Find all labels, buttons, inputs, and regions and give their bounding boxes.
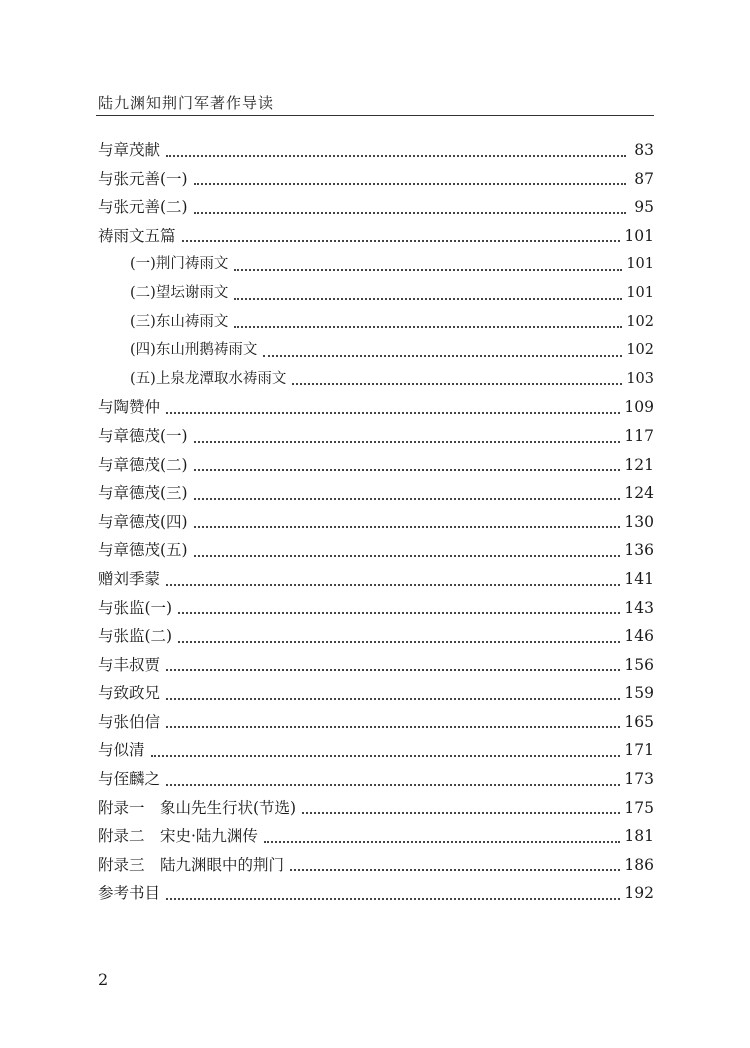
toc-entry[interactable] <box>98 136 654 165</box>
dot-leader <box>166 155 626 157</box>
toc-entry[interactable] <box>98 565 654 594</box>
toc-entry-page: 121 <box>624 455 654 474</box>
toc-entry-page: 83 <box>634 141 654 159</box>
toc-entry[interactable] <box>98 536 654 565</box>
toc-entry-page: 130 <box>624 512 654 531</box>
dot-leader <box>234 298 622 300</box>
toc-entry[interactable] <box>98 508 654 537</box>
toc-entry[interactable] <box>98 451 654 480</box>
toc-entry-title: 与章德茂(一) <box>98 426 188 445</box>
toc-entry-title: 与侄麟之 <box>98 770 161 789</box>
toc-entry-page: 156 <box>624 655 654 674</box>
toc-entry-title: (三)东山祷雨文 <box>130 313 229 330</box>
toc-entry-title: 附录一 象山先生行状(节选) <box>98 798 297 817</box>
toc-entry-title: 与陶赞仲 <box>98 398 161 417</box>
dot-leader <box>166 412 620 414</box>
toc-entry[interactable] <box>98 193 654 222</box>
dot-leader <box>194 469 621 471</box>
dot-leader <box>194 498 621 500</box>
toc-entry-page: 141 <box>624 569 654 588</box>
toc-entry[interactable] <box>98 393 654 422</box>
toc-entry-title: 祷雨文五篇 <box>98 226 176 245</box>
table-of-contents <box>98 136 654 908</box>
toc-entry-title: 与张伯信 <box>98 712 161 731</box>
dot-leader <box>234 326 622 328</box>
toc-entry-page: 101 <box>626 256 654 273</box>
toc-entry-page: 159 <box>624 684 654 703</box>
toc-entry[interactable] <box>98 365 654 394</box>
toc-entry[interactable] <box>98 479 654 508</box>
toc-entry-page: 102 <box>626 313 654 330</box>
toc-entry-page: 103 <box>626 370 654 387</box>
dot-leader <box>166 698 620 700</box>
toc-entry-page: 146 <box>624 627 654 646</box>
toc-entry[interactable] <box>98 279 654 308</box>
header-rule <box>96 115 654 116</box>
toc-entry[interactable] <box>98 165 654 194</box>
dot-leader <box>166 669 620 671</box>
toc-entry[interactable] <box>98 736 654 765</box>
dot-leader <box>292 383 622 385</box>
toc-entry-page: 171 <box>624 741 654 760</box>
toc-entry-title: (二)望坛谢雨文 <box>130 284 229 301</box>
dot-leader <box>194 212 626 214</box>
toc-entry-title: 附录三 陆九渊眼中的荆门 <box>98 855 285 874</box>
dot-leader <box>151 755 621 757</box>
toc-entry-title: 与章德茂(五) <box>98 541 188 560</box>
toc-entry-page: 87 <box>634 169 654 188</box>
toc-entry[interactable] <box>98 765 654 794</box>
dot-leader <box>194 441 621 443</box>
toc-entry-title: 附录二 宋史·陆九渊传 <box>98 827 258 846</box>
dot-leader <box>302 812 620 814</box>
dot-leader <box>166 726 620 728</box>
toc-entry-page: 175 <box>624 798 654 817</box>
toc-entry[interactable] <box>98 622 654 651</box>
toc-entry-title: 与章德茂(四) <box>98 512 188 531</box>
toc-entry-title: 与丰叔贾 <box>98 655 161 674</box>
dot-leader <box>194 555 621 557</box>
toc-entry-title: 与章德茂(二) <box>98 455 188 474</box>
toc-entry-title: 赠刘季蒙 <box>98 569 161 588</box>
toc-entry-page: 181 <box>624 827 654 846</box>
dot-leader <box>234 269 622 271</box>
toc-entry-title: (一)荆门祷雨文 <box>130 256 229 273</box>
toc-entry[interactable] <box>98 222 654 251</box>
toc-entry-title: 与似清 <box>98 741 145 760</box>
toc-entry-title: 与章德茂(三) <box>98 484 188 503</box>
toc-entry[interactable] <box>98 851 654 880</box>
toc-entry[interactable] <box>98 308 654 337</box>
toc-entry[interactable] <box>98 422 654 451</box>
dot-leader <box>264 841 620 843</box>
toc-entry-title: 与张监(二) <box>98 627 173 646</box>
toc-entry-title: (五)上泉龙潭取水祷雨文 <box>130 370 287 387</box>
toc-entry[interactable] <box>98 594 654 623</box>
toc-entry-title: 与张元善(二) <box>98 198 188 217</box>
toc-entry-title: 与致政兄 <box>98 684 161 703</box>
dot-leader <box>290 869 620 871</box>
dot-leader <box>263 355 622 357</box>
dot-leader <box>194 526 621 528</box>
toc-entry[interactable] <box>98 679 654 708</box>
toc-entry[interactable] <box>98 822 654 851</box>
toc-entry-page: 165 <box>624 712 654 731</box>
toc-entry-title: 参考书目 <box>98 884 161 903</box>
toc-entry-title: 与张监(一) <box>98 598 173 617</box>
toc-entry-page: 136 <box>624 541 654 560</box>
toc-entry[interactable] <box>98 794 654 823</box>
dot-leader <box>182 240 621 242</box>
running-header: 陆九渊知荆门军著作导读 <box>98 94 275 112</box>
toc-entry-page: 143 <box>624 598 654 617</box>
toc-entry-page: 192 <box>624 884 654 903</box>
toc-entry-page: 124 <box>624 484 654 503</box>
toc-entry-page: 117 <box>624 426 654 445</box>
toc-entry-page: 95 <box>634 198 654 217</box>
dot-leader <box>166 898 620 900</box>
dot-leader <box>166 784 620 786</box>
toc-entry[interactable] <box>98 879 654 908</box>
toc-entry[interactable] <box>98 651 654 680</box>
toc-entry-title: (四)东山刑鹅祷雨文 <box>130 342 258 359</box>
toc-entry-page: 173 <box>624 770 654 789</box>
toc-entry-title: 与张元善(一) <box>98 169 188 188</box>
toc-entry-page: 101 <box>624 226 654 245</box>
toc-entry-page: 109 <box>624 398 654 417</box>
dot-leader <box>194 183 626 185</box>
toc-entry-title: 与章茂献 <box>98 141 161 159</box>
dot-leader <box>178 612 620 614</box>
toc-entry[interactable] <box>98 336 654 365</box>
toc-entry-page: 102 <box>626 342 654 359</box>
toc-entry-page: 186 <box>624 855 654 874</box>
toc-entry[interactable] <box>98 708 654 737</box>
page-number: 2 <box>98 970 109 989</box>
toc-entry-page: 101 <box>626 284 654 301</box>
dot-leader <box>178 641 620 643</box>
dot-leader <box>166 584 620 586</box>
toc-entry[interactable] <box>98 250 654 279</box>
